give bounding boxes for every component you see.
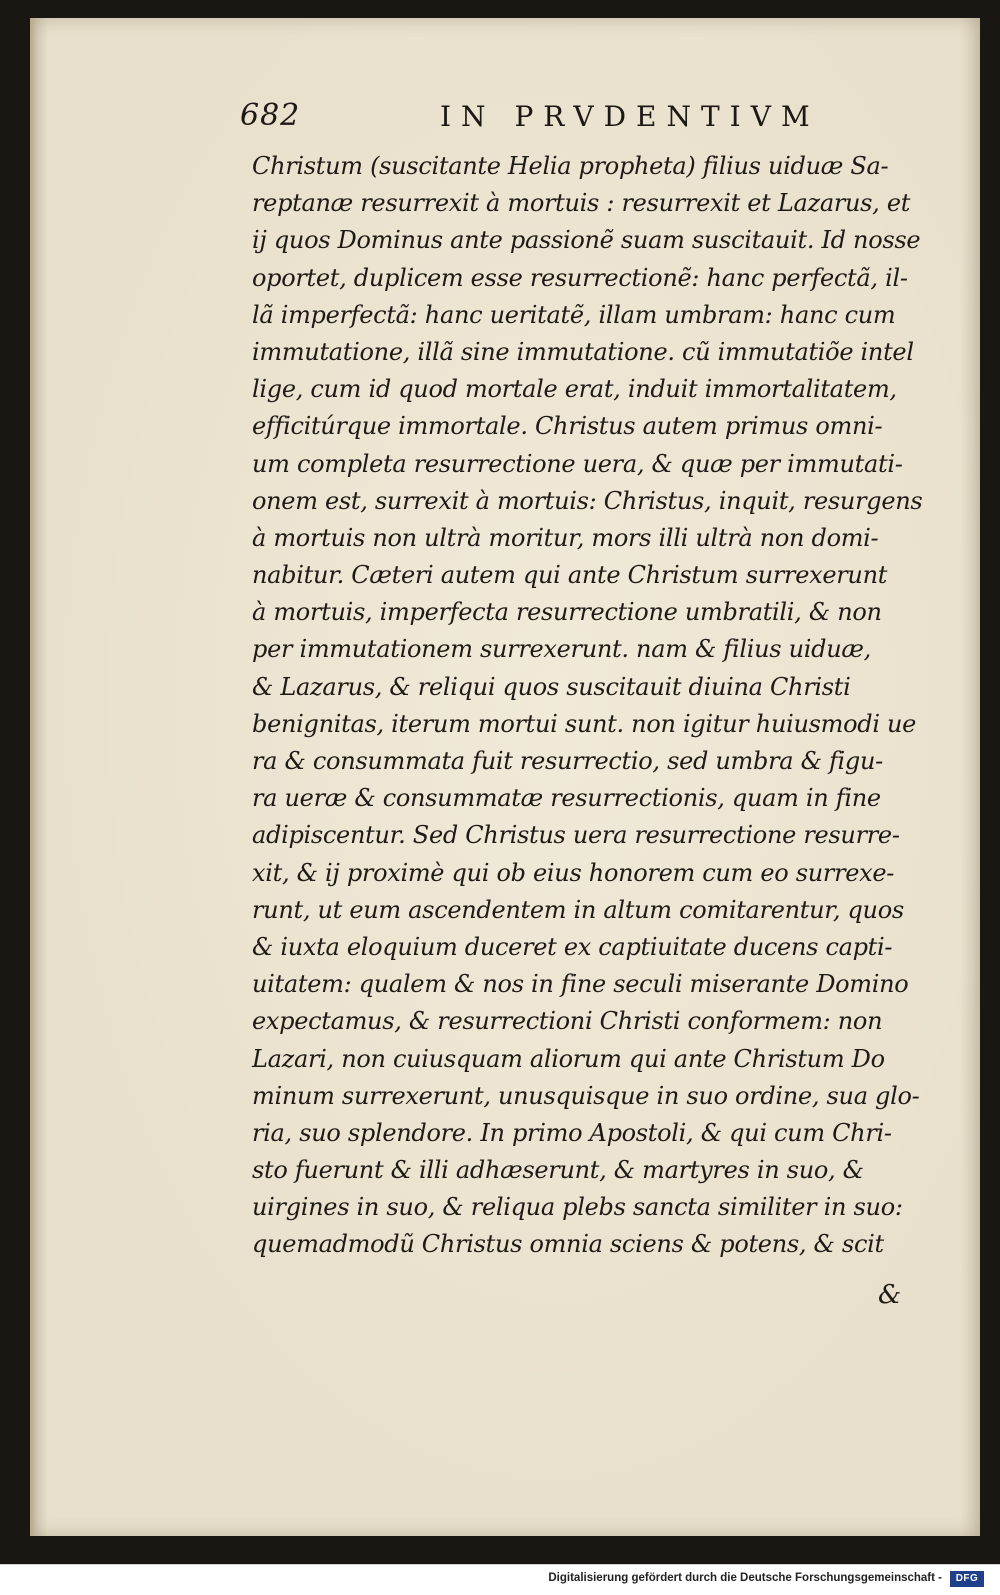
- text-line: reptanæ resurrexit à mortuis : resurrexit et Lazarus, et: [252, 189, 911, 218]
- text-line: quemadmodũ Christus omnia sciens & potens, & scit: [252, 1230, 884, 1259]
- text-line: à mortuis non ultrà moritur, mors illi ultrà non domi-: [252, 523, 879, 552]
- body-text: [252, 148, 932, 1264]
- page-header: [240, 98, 840, 138]
- text-line: benignitas, iterum mortui sunt. non igitur huiusmodi ue: [252, 709, 917, 738]
- text-line: onem est, surrexit à mortuis: Christus, inquit, resurgens: [252, 486, 923, 515]
- text-line: Lazari, non cuiusquam aliorum qui ante Christum Do: [252, 1044, 885, 1073]
- running-head: IN PRVDENTIVM: [440, 100, 820, 133]
- text-line: per immutationem surrexerunt. nam & filius uiduæ,: [252, 635, 871, 664]
- text-line: ij quos Dominus ante passionẽ suam suscitauit. Id nosse: [252, 226, 921, 255]
- text-line: immutatione, illã sine immutatione. cũ immutatiõe intel: [252, 337, 914, 366]
- dfg-logo-icon[interactable]: DFG: [950, 1571, 984, 1587]
- text-line: sto fuerunt & illi adhæserunt, & martyres in suo, &: [252, 1156, 864, 1185]
- text-line: à mortuis, imperfecta resurrectione umbratili, & non: [252, 598, 882, 627]
- footer-bar: [0, 1564, 1000, 1595]
- text-line: adipiscentur. Sed Christus uera resurrectione resurre-: [252, 821, 900, 850]
- text-line: lã imperfectã: hanc ueritatẽ, illam umbram: hanc cum: [252, 300, 896, 329]
- catchword: &: [878, 1280, 902, 1310]
- text-line: ra & consummata fuit resurrectio, sed umbra & figu-: [252, 747, 883, 775]
- text-line: expectamus, & resurrectioni Christi conformem: non: [252, 1007, 883, 1036]
- text-line: uirgines in suo, & reliqua plebs sancta similiter in suo:: [252, 1193, 903, 1222]
- text-line: uitatem: qualem & nos in fine seculi miserante Domino: [252, 970, 909, 999]
- text-line: minum surrexerunt, unusquisque in suo ordine, sua glo-: [252, 1081, 920, 1110]
- text-line: xit, & ij proximè qui ob eius honorem cum eo surrexe-: [252, 858, 895, 887]
- text-line: & Lazarus, & reliqui quos suscitauit diuina Christi: [252, 672, 851, 701]
- text-line: nabitur. Cæteri autem qui ante Christum surrexerunt: [252, 561, 888, 590]
- text-line: um completa resurrectione uera, & quæ per immutati-: [252, 449, 903, 478]
- text-line: Christum (suscitante Helia propheta) filius uiduæ Sa-: [252, 152, 889, 180]
- text-line: & iuxta eloquium duceret ex captiuitate ducens capti-: [252, 932, 893, 961]
- page-binding-edge: [30, 18, 36, 1536]
- page-number: 682: [240, 98, 301, 133]
- text-line: ra ueræ & consummatæ resurrectionis, quam in fine: [252, 784, 881, 813]
- text-line: oportet, duplicem esse resurrectionẽ: hanc perfectã, il-: [252, 263, 908, 292]
- text-line: efficitúrque immortale. Christus autem primus omni-: [252, 412, 883, 441]
- text-line: lige, cum id quod mortale erat, induit immortalitatem,: [252, 375, 897, 404]
- text-line: runt, ut eum ascendentem in altum comitarentur, quos: [252, 895, 904, 924]
- funding-notice: Digitalisierung gefördert durch die Deutsche Forschungsgemeinschaft -: [548, 1572, 942, 1584]
- text-line: ria, suo splendore. In primo Apostoli, & qui cum Chri-: [252, 1118, 892, 1147]
- book-page: [30, 18, 980, 1536]
